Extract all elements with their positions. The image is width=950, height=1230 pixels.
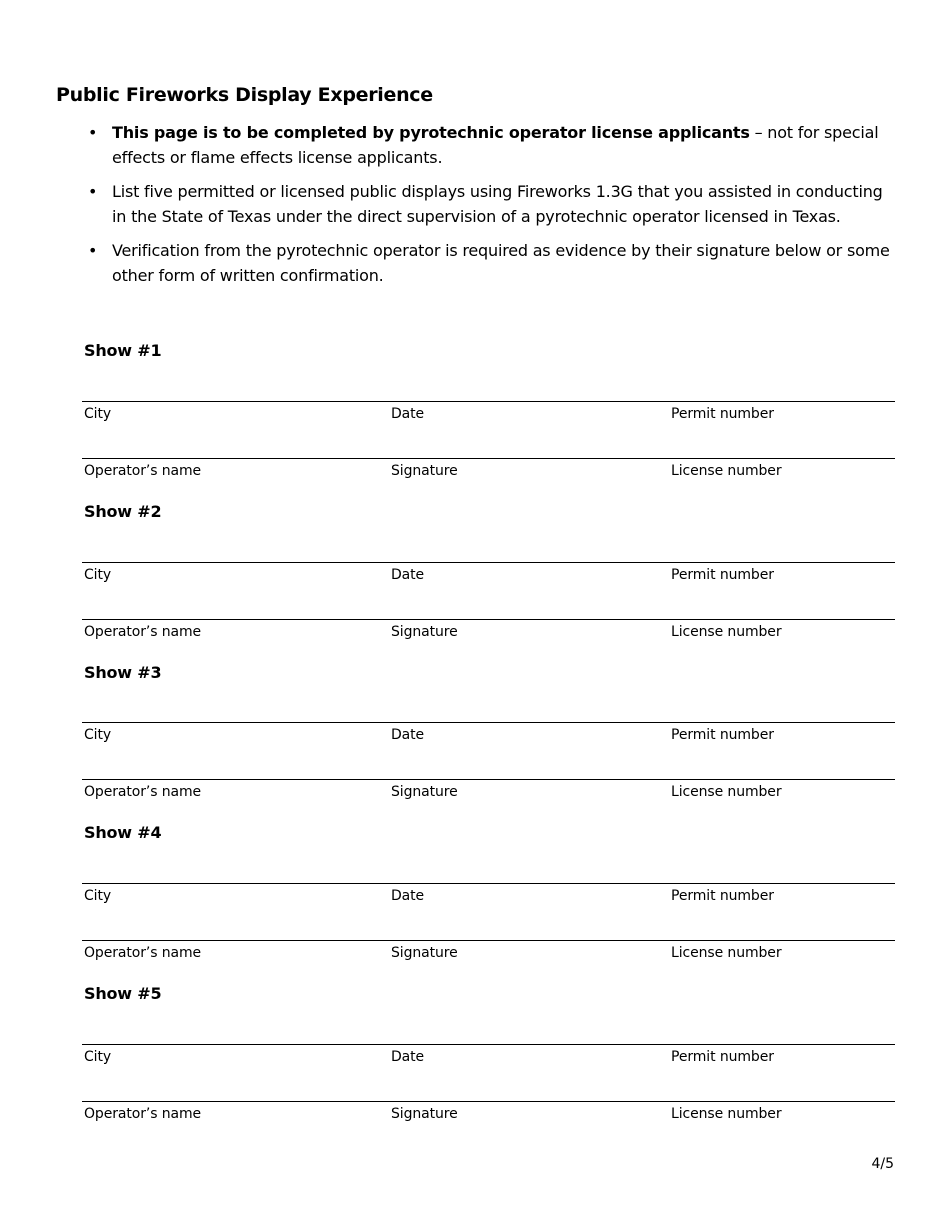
signature-label: Signature — [391, 463, 458, 479]
city-label: City — [84, 1049, 112, 1065]
instruction-text: List five permitted or licensed public displays using Fireworks 1.3G that you assisted in conducting in the State of Texas under the direct supervision of a pyrotechnic operator licensed in Texas. — [112, 182, 883, 226]
bullet-icon: • — [88, 123, 98, 142]
instruction-text: Verification from the pyrotechnic operator is required as evidence by their signature below or some other form of written confirmation. — [112, 241, 890, 285]
permit-number-label: Permit number — [671, 406, 774, 422]
show-heading: Show #3 — [84, 663, 162, 682]
show-section-2 — [82, 502, 895, 642]
operator-name-label: Operator’s name — [84, 463, 202, 479]
license-number-label: License number — [671, 945, 782, 961]
show-section-5 — [82, 984, 895, 1124]
instruction-item — [88, 179, 897, 229]
instruction-emphasis: This page is to be completed by pyrotechnic operator license applicants — [112, 123, 750, 142]
city-label: City — [84, 727, 112, 743]
operator-name-label: Operator’s name — [84, 945, 202, 961]
date-label: Date — [391, 567, 425, 583]
signature-label: Signature — [391, 784, 458, 800]
city-label: City — [84, 406, 112, 422]
date-label: Date — [391, 1049, 425, 1065]
date-label: Date — [391, 406, 425, 422]
license-number-label: License number — [671, 1106, 782, 1122]
city-date-permit-line — [82, 401, 895, 402]
instructions-list — [88, 120, 897, 297]
city-date-permit-line — [82, 1044, 895, 1045]
show-section-1 — [82, 341, 895, 481]
show-heading: Show #2 — [84, 502, 162, 521]
show-heading: Show #5 — [84, 984, 162, 1003]
city-date-permit-line — [82, 562, 895, 563]
operator-signature-license-line — [82, 619, 895, 620]
city-label: City — [84, 888, 112, 904]
show-section-3 — [82, 663, 895, 803]
city-label: City — [84, 567, 112, 583]
show-section-4 — [82, 823, 895, 963]
page-title: Public Fireworks Display Experience — [56, 84, 433, 106]
instruction-text: – not for special effects or flame effects license applicants. — [112, 123, 879, 167]
date-label: Date — [391, 888, 425, 904]
city-date-permit-line — [82, 722, 895, 723]
signature-label: Signature — [391, 945, 458, 961]
signature-label: Signature — [391, 624, 458, 640]
bullet-icon: • — [88, 182, 98, 201]
permit-number-label: Permit number — [671, 888, 774, 904]
bullet-icon: • — [88, 241, 98, 260]
instruction-item — [88, 120, 897, 170]
operator-name-label: Operator’s name — [84, 784, 202, 800]
permit-number-label: Permit number — [671, 727, 774, 743]
license-number-label: License number — [671, 784, 782, 800]
license-number-label: License number — [671, 463, 782, 479]
operator-name-label: Operator’s name — [84, 1106, 202, 1122]
operator-signature-license-line — [82, 1101, 895, 1102]
operator-signature-license-line — [82, 779, 895, 780]
show-heading: Show #4 — [84, 823, 162, 842]
operator-signature-license-line — [82, 458, 895, 459]
page-number: 4/5 — [871, 1156, 894, 1172]
operator-signature-license-line — [82, 940, 895, 941]
date-label: Date — [391, 727, 425, 743]
city-date-permit-line — [82, 883, 895, 884]
signature-label: Signature — [391, 1106, 458, 1122]
permit-number-label: Permit number — [671, 1049, 774, 1065]
operator-name-label: Operator’s name — [84, 624, 202, 640]
license-number-label: License number — [671, 624, 782, 640]
permit-number-label: Permit number — [671, 567, 774, 583]
instruction-item — [88, 238, 897, 288]
show-heading: Show #1 — [84, 341, 162, 360]
